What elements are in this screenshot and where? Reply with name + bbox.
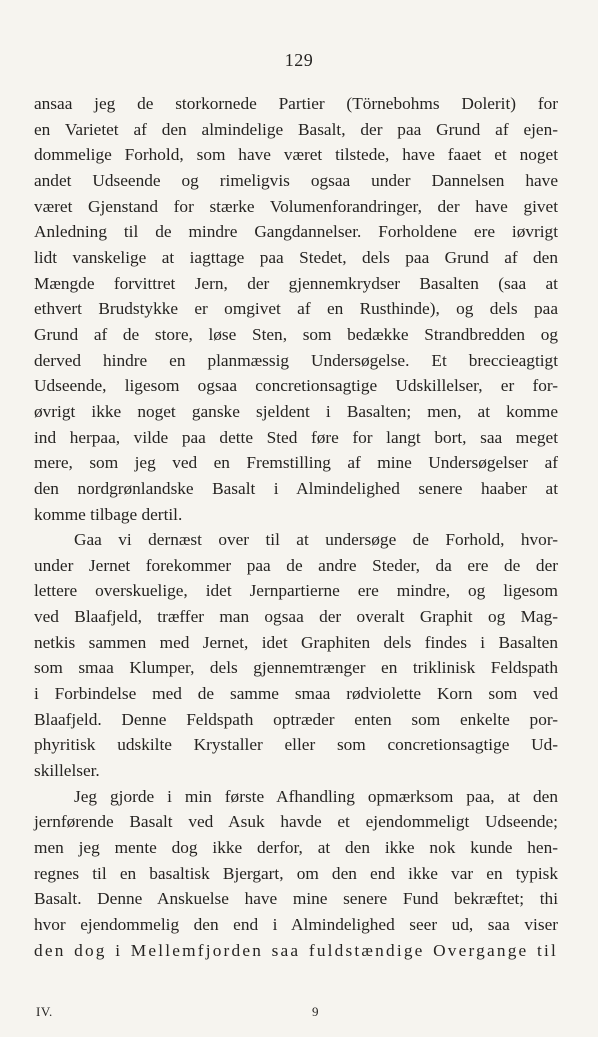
body-text [34,91,558,963]
text-line: været Gjenstand for stærke Volumenforandringer, der have givet [34,196,558,216]
text-line: under Jernet forekommer paa de andre Steder, da ere de der [34,555,558,575]
text-line: komme tilbage dertil. [34,504,183,524]
text-line: lidt vanskelige at iagttage paa Stedet, dels paa Grund af den [34,247,558,267]
text-line: regnes til en basaltisk Bjergart, om den end ikke var en typisk [34,863,558,883]
text-line: netkis sammen med Jernet, idet Graphiten dels findes i Basalten [34,632,558,652]
text-line: Mængde forvittret Jern, der gjennemkrydser Basalten (saa at [34,273,558,293]
text-line: Basalt. Denne Anskuelse have mine senere Fund bekræftet; thi [34,889,558,909]
text-line: Blaafjeld. Denne Feldspath optræder enten som enkelte por- [34,709,558,729]
text-line: Udseende, ligesom ogsaa concretionsagtige Udskillelser, er for- [34,376,558,396]
sheet-number: 9 [312,1004,319,1019]
text-line: lettere overskuelige, idet Jernpartierne ere mindre, og ligesom [34,581,558,601]
text-line: Anledning til de mindre Gangdannelser. Forholdene ere iøvrigt [34,222,558,242]
paragraph [34,784,558,964]
text-line: ved Blaafjeld, træffer man ogsaa der overalt Graphit og Mag- [34,607,558,627]
text-line: derved hindre en planmæssig Undersøgelse. Et breccieagtigt [34,350,558,370]
signature-mark: IV. [36,1004,53,1019]
paragraph [34,91,558,527]
text-line: men jeg mente dog ikke derfor, at den ikke nok kunde hen- [34,838,558,858]
text-line: den nordgrønlandske Basalt i Almindelighed senere haaber at [34,478,558,498]
text-line: Grund af de store, løse Sten, som bedække Strandbredden og [34,324,558,344]
text-line: dommelige Forhold, som have været tilstede, have faaet et noget [34,145,558,165]
text-line: ethvert Brudstykke er omgivet af en Rusthinde), og dels paa [34,299,558,319]
text-line: ansaa jeg de storkornede Partier (Törnebohms Dolerit) for [34,94,558,113]
text-line: Gaa vi dernæst over til at undersøge de Forhold, hvor- [74,530,558,550]
text-line: ind herpaa, vilde paa dette Sted føre for langt bort, saa meget [34,427,558,447]
text-line: i Forbindelse med de samme smaa rødviolette Korn som ved [34,684,558,704]
text-line: øvrigt ikke noget ganske sjeldent i Basalten; men, at komme [34,401,558,421]
text-line: den dog i Mellemfjorden saa fuldstændige Overgange til [34,940,558,960]
page-number: 129 [284,50,314,70]
text-line: skillelser. [34,761,100,781]
text-line: mere, som jeg ved en Fremstilling af mine Undersøgelser af [34,453,558,473]
text-line: hvor ejendommelig den end i Almindelighed seer ud, saa viser [34,915,558,934]
text-line: en Varietet af den almindelige Basalt, der paa Grund af ejen- [34,119,558,139]
text-line: Jeg gjorde i min første Afhandling opmærksom paa, at den [74,786,558,806]
text-line: andet Udseende og rimeligvis ogsaa under Dannelsen have [34,170,558,190]
text-line: jernførende Basalt ved Asuk havde et ejendommeligt Udseende; [34,812,558,832]
text-line: phyritisk udskilte Krystaller eller som concretionsagtige Ud- [34,735,558,755]
text-line: som smaa Klumper, dels gjennemtrænger en triklinisk Feldspath [34,658,558,678]
paragraph [34,527,558,784]
